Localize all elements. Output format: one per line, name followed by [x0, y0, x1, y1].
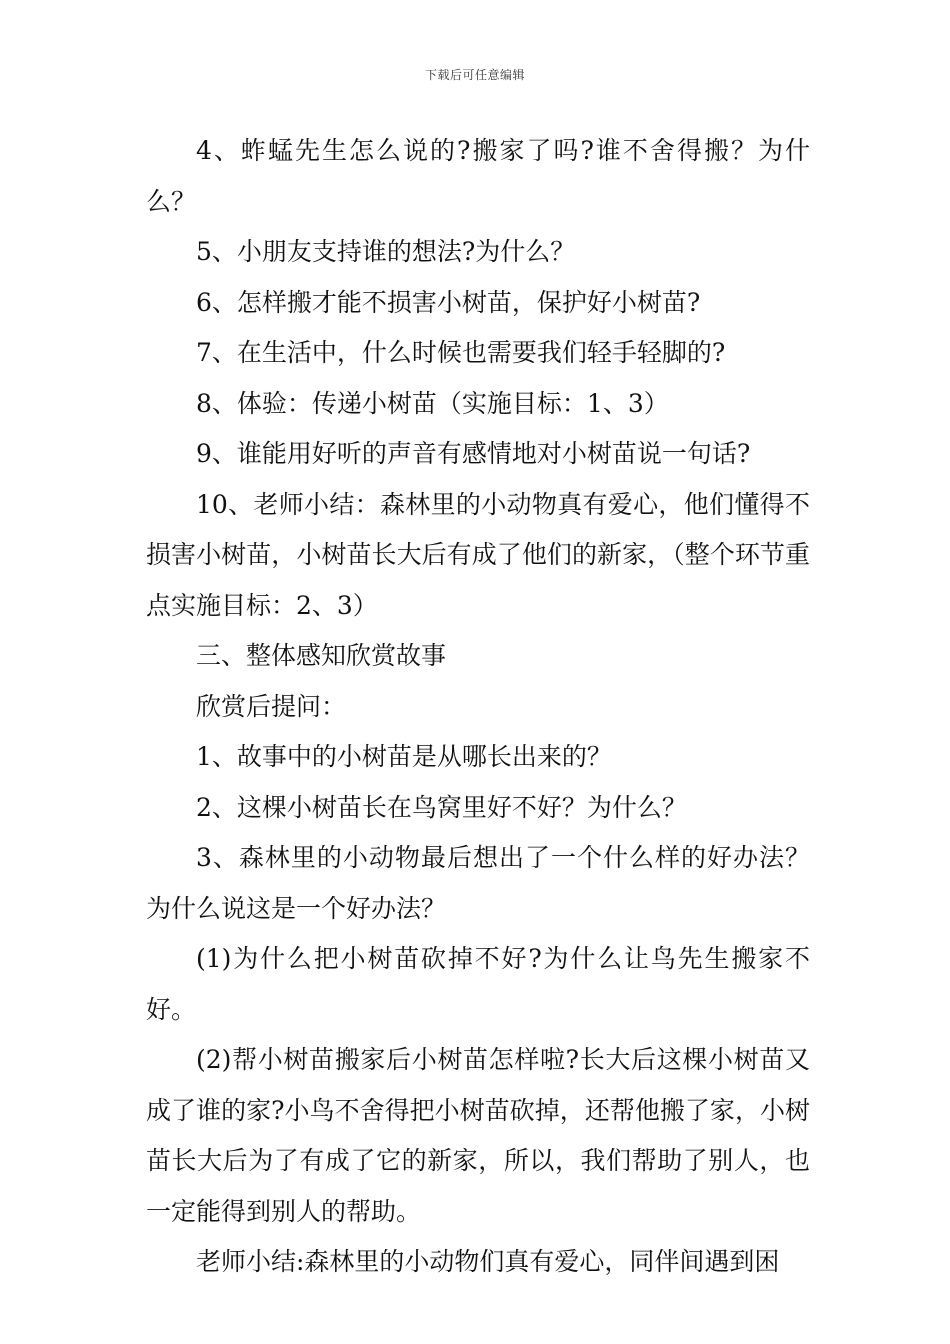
- paragraph: 7、在生活中，什么时候也需要我们轻手轻脚的?: [196, 338, 726, 367]
- section-heading: 三、整体感知欣赏故事: [196, 641, 447, 670]
- paragraph: (1)为什么把小树苗砍掉不好?为什么让鸟先生搬家不好。: [146, 944, 810, 1024]
- paragraph: (2)帮小树苗搬家后小树苗怎样啦?长大后这棵小树苗又成了谁的家?小鸟不舍得把小树苗砍掉，还帮他搬了家，小树苗长大后为了有成了它的新家，所以，我们帮助了别人，也一定能得到别人的帮助。: [146, 1045, 810, 1226]
- paragraph: 6、怎样搬才能不损害小树苗，保护好小树苗?: [196, 287, 701, 317]
- paragraph: 欣赏后提问：: [196, 691, 347, 721]
- paragraph: 9、谁能用好听的声音有感情地对小树苗说一句话?: [196, 439, 751, 468]
- paragraph: 8、体验：传递小树苗（实施目标：1、3）: [196, 388, 669, 418]
- paragraph: 10、老师小结：森林里的小动物真有爱心，他们懂得不损害小树苗，小树苗长大后有成了他们的新家，（整个环节重点实施目标：2、3）: [146, 489, 810, 620]
- paragraph: 老师小结:森林里的小动物们真有爱心，同伴间遇到困: [196, 1247, 780, 1276]
- document-body: [146, 126, 810, 1288]
- paragraph: 3、森林里的小动物最后想出了一个什么样的好办法？为什么说这是一个好办法？: [146, 843, 810, 923]
- paragraph: 1、故事中的小树苗是从哪长出来的？: [196, 742, 612, 771]
- paragraph: 4、蚱蜢先生怎么说的?搬家了吗?谁不舍得搬？为什么？: [146, 136, 810, 216]
- paragraph: 2、这棵小树苗长在鸟窝里好不好？为什么？: [196, 792, 687, 822]
- paragraph: 5、小朋友支持谁的想法?为什么？: [196, 237, 576, 266]
- page-header-note: 下载后可任意编辑: [424, 68, 525, 82]
